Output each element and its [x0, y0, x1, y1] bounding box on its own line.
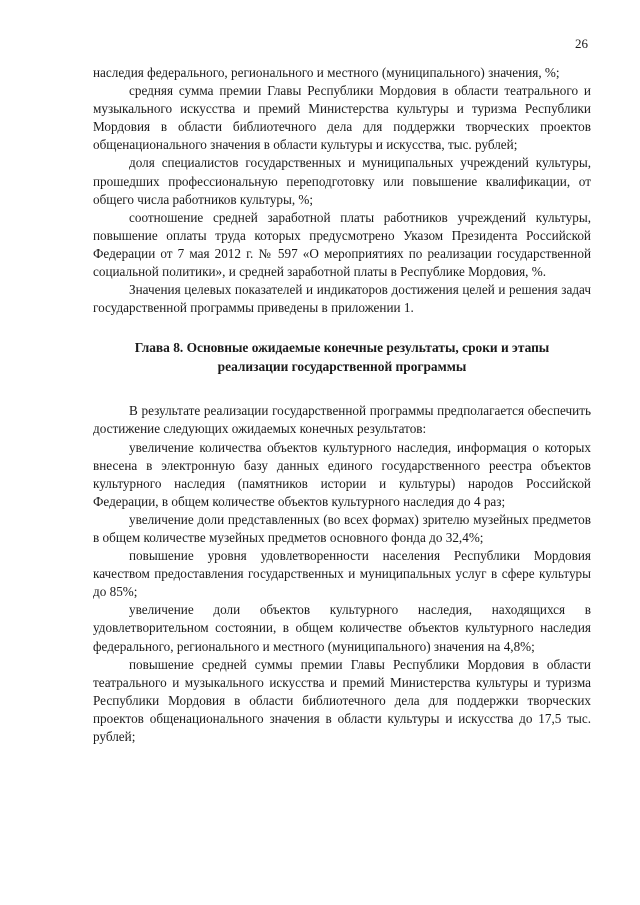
- paragraph: наследия федерального, регионального и местного (муниципального) значения, %;: [93, 65, 560, 80]
- chapter-heading: [93, 339, 591, 376]
- paragraph: увеличение количества объектов культурного наследия, информация о которых внесена в электронную базу данных единого государственного реестра объектов культурного наследия (памятников истории и культуры) народов Российской Федерации, в общем количестве объектов культурного наследия до 4 раз;: [93, 439, 591, 509]
- top-section: [93, 64, 591, 317]
- page-number: 26: [575, 36, 588, 51]
- paragraph: повышение уровня удовлетворенности населения Республики Мордовия качеством предоставления государственных и муниципальных услуг в сфере культуры до 85%;: [93, 548, 591, 600]
- document-body: [93, 64, 591, 746]
- paragraph: увеличение доли объектов культурного наследия, находящихся в удовлетворительном состоянии, в общем количестве объектов культурного наследия федерального, регионального и местного (муниципального) значения на 4,8%;: [93, 602, 591, 654]
- paragraph: Значения целевых показателей и индикаторов достижения целей и решения задач государственной программы приведены в приложении 1.: [93, 282, 591, 316]
- paragraph: В результате реализации государственной программы предполагается обеспечить достижение следующих ожидаемых конечных результатов:: [93, 403, 591, 437]
- paragraph: повышение средней суммы премии Главы Республики Мордовия в области театрального и музыкального искусства и премий Министерства культуры и туризма Республики Мордовия в области библиотечного дела для поддержки творческих проектов общенационального значения в области культуры и искусства до 17,5 тыс. рублей;: [93, 656, 591, 744]
- bottom-section: [93, 402, 591, 746]
- paragraph: доля специалистов государственных и муниципальных учреждений культуры, прошедших профессиональную переподготовку или повышение квалификации, от общего числа работников культуры, %;: [93, 155, 591, 207]
- paragraph: соотношение средней заработной платы работников учреждений культуры, повышение оплаты труда которых предусмотрено Указом Президента Российской Федерации от 7 мая 2012 г. № 597 «О мероприятиях по реализации государственной социальной политики», и средней заработной платы в Республике Мордовия, %.: [93, 209, 591, 280]
- chapter-heading-line-1: Глава 8. Основные ожидаемые конечные результаты, сроки и этапы: [134, 340, 550, 356]
- paragraph: средняя сумма премии Главы Республики Мордовия в области театрального и музыкального искусства и премий Министерства культуры и туризма Республики Мордовия в области библиотечного дела для поддержки творческих проектов общенационального значения в области культуры и искусства, тыс. рублей;: [93, 83, 591, 153]
- chapter-heading-line-2: реализации государственной программы: [217, 358, 467, 374]
- paragraph: увеличение доли представленных (во всех формах) зрителю музейных предметов в общем количестве музейных предметов основного фонда до 32,4%;: [93, 511, 591, 545]
